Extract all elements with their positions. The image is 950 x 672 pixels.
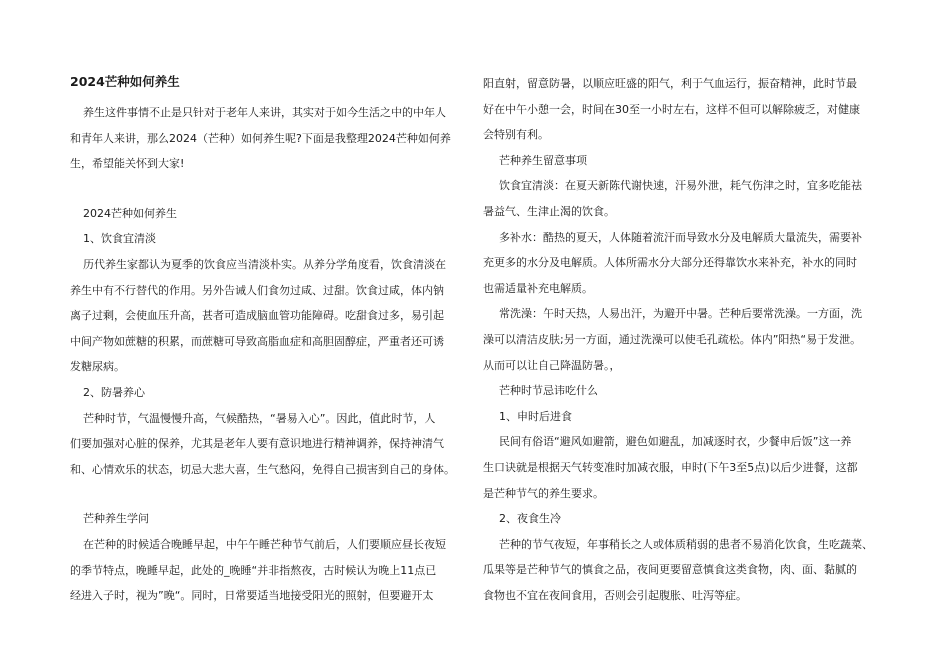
text-line: 芒种养生留意事项: [499, 153, 587, 167]
text-line: 和青年人来讲，那么2024（芒种）如何养生呢?下面是我整理2024芒种如何养: [70, 131, 451, 145]
text-line: 也需适量补充电解质。: [483, 281, 593, 295]
text-line: 生，希望能关怀到大家!: [70, 157, 185, 171]
text-line: 会特别有利。: [483, 128, 549, 142]
text-line: 1、申时后进食: [499, 409, 572, 423]
text-line: 2、防暑养心: [83, 385, 145, 399]
text-line: 生口诀就是根据天气转变准时加减衣服，申时(下午3至5点)以后少进餐，这都: [483, 460, 858, 474]
text-line: 芒种的节气夜短，年事稍长之人或体质稍弱的患者不易消化饮食，生吃蔬菜、: [499, 537, 873, 551]
text-line: 充更多的水分及电解质。人体所需水分大部分还得靠饮水来补充，补水的同时: [483, 256, 857, 270]
right-column: [483, 71, 883, 608]
left-column: [70, 68, 462, 609]
text-line: 瓜果等是芒种节气的慎食之品，夜间更要留意慎食这类食物，肉、面、黏腻的: [483, 563, 857, 577]
text-line: 多补水：酷热的夏天，人体随着流汗而导致水分及电解质大量流失，需要补: [499, 230, 862, 244]
text-line: 2024芒种如何养生: [83, 206, 177, 220]
text-line: 历代养生家都认为夏季的饮食应当清淡朴实。从养分学角度看，饮食清淡在: [83, 257, 446, 271]
text-line: 经进入子时，视为”晚“。同时，日常要适当地接受阳光的照射，但要避开太: [70, 589, 434, 603]
text-line: 饮食宜清淡：在夏天新陈代谢快速，汗易外泄，耗气伤津之时，宜多吃能祛: [499, 179, 862, 193]
text-line: 芒种时节忌讳吃什么: [499, 384, 598, 398]
paragraph-gap: [70, 177, 462, 201]
text-line: 养生中有不行替代的作用。另外告诫人们食勿过咸、过甜。饮食过咸，体内钠: [70, 283, 444, 297]
text-line: 芒种养生学问: [83, 512, 149, 526]
text-line: 在芒种的时候适合晚睡早起，中午午睡芒种节气前后，人们要顺应昼长夜短: [83, 537, 446, 551]
text-line: 常洗澡：午时天热，人易出汗，为避开中暑。芒种后要常洗澡。一方面，洗: [499, 307, 862, 321]
document-title: 2024芒种如何养生: [70, 74, 180, 89]
paragraph-gap: [70, 482, 462, 506]
text-line: 养生这件事情不止是只针对于老年人来讲，其实对于如今生活之中的中年人: [83, 106, 446, 119]
text-line: 离子过剩，会使血压升高，甚者可造成脑血管功能障碍。吃甜食过多，易引起: [70, 309, 444, 323]
text-line: 们要加强对心脏的保养，尤其是老年人要有意识地进行精神调养，保持神清气: [70, 437, 444, 451]
text-line: 的季节特点，晚睡早起，此处的_晚睡“并非指熬夜，古时候认为晚上11点已: [70, 563, 437, 577]
text-line: 阳直射，留意防暑，以顺应旺盛的阳气，利于气血运行，振奋精神，此时节最: [483, 77, 857, 90]
text-line: 发糖尿病。: [70, 360, 125, 374]
text-line: 食物也不宜在夜间食用，否则会引起腹胀、吐泻等症。: [483, 588, 747, 602]
text-line: 好在中午小憩一会，时间在30至一小时左右，这样不但可以解除疲乏，对健康: [483, 102, 860, 116]
text-line: 暑益气、生津止渴的饮食。: [483, 204, 615, 218]
text-line: 民间有俗语“避风如避箭，避色如避乱，加减逐时衣，少餐申后饭”这一养: [499, 435, 852, 449]
text-line: 中间产物如蔗糖的积累，而蔗糖可导致高脂血症和高胆固醇症，严重者还可诱: [70, 334, 444, 348]
text-line: 是芒种节气的养生要求。: [483, 486, 604, 500]
text-line: 从而可以让自己降温防暑。，: [483, 358, 621, 372]
text-line: 和、心情欢乐的状态，切忌大悲大喜，生气愁闷，免得自己损害到自己的身体。: [70, 462, 455, 476]
text-line: 芒种时节，气温慢慢升高，气候酷热，“暑易入心”。因此，值此时节，人: [83, 411, 436, 425]
text-line: 澡可以清洁皮肤;另一方面，通过洗澡可以使毛孔疏松。体内”阳热“易于发泄。: [483, 332, 862, 346]
text-line: 1、饮食宜清淡: [83, 232, 156, 246]
text-line: 2、夜食生冷: [499, 512, 561, 526]
